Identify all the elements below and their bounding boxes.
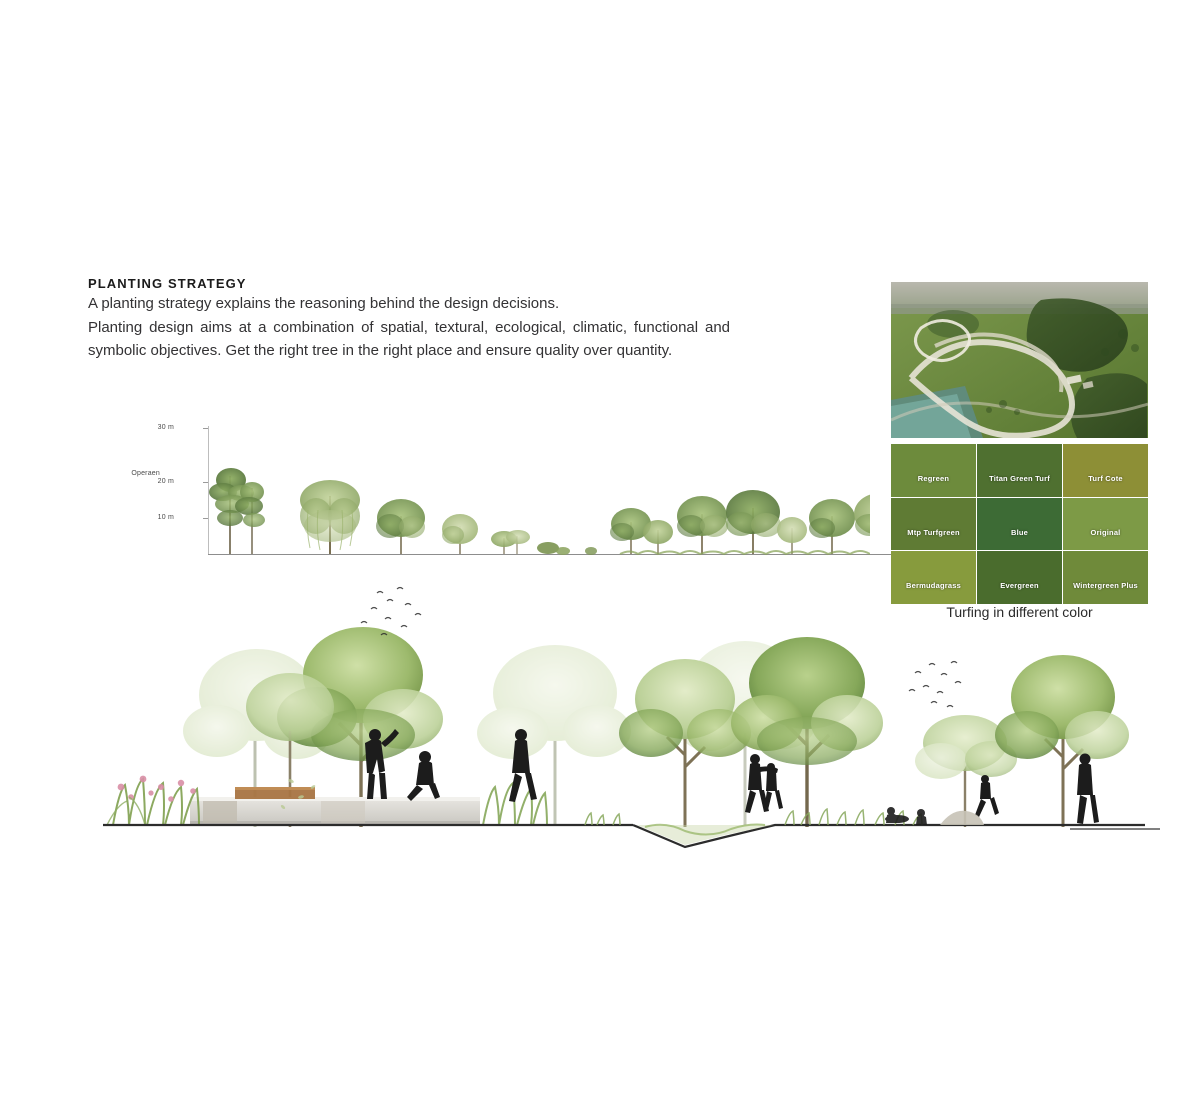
ground-line xyxy=(103,825,1160,847)
turf-swatch-label: Turf Cote xyxy=(1088,474,1123,483)
turf-swatch-label: Original xyxy=(1090,527,1121,537)
figures-picnic-group xyxy=(885,807,984,825)
intro-paragraph-1: A planting strategy explains the reasoning behind the design decisions. xyxy=(88,295,560,312)
tree-right xyxy=(995,655,1129,827)
page-title: PLANTING STRATEGY xyxy=(88,276,247,291)
tree-center-left xyxy=(619,659,751,827)
aerial-site-photo xyxy=(891,282,1148,438)
tree-height-elevation xyxy=(80,418,870,563)
turf-swatch-turf-cote xyxy=(1063,444,1148,497)
intro-text-block xyxy=(88,292,738,363)
figure-sitting xyxy=(407,751,440,801)
turf-swatch-blue xyxy=(977,498,1062,551)
axis-label-10m: 10 m xyxy=(157,514,174,521)
tree-row-silhouettes xyxy=(80,418,870,563)
turf-swatch-label: Blue xyxy=(1010,527,1029,537)
figure-standing-right xyxy=(1077,754,1099,825)
turf-panel-caption: Turfing in different color xyxy=(946,604,1093,620)
axis-label-30m: 30 m xyxy=(157,424,174,431)
birds-flock-right xyxy=(909,662,961,708)
axis-label-operaen: Operaen xyxy=(131,470,160,477)
planting-bed-left xyxy=(107,776,199,825)
figure-running-child xyxy=(975,775,999,817)
turf-swatch-label: Mtp Turfgreen xyxy=(907,527,960,537)
turf-swatch-label: Regreen xyxy=(917,474,950,483)
turf-swatch-label: Titan Green Turf xyxy=(989,474,1050,483)
turf-swatch-label: Wintergreen Plus xyxy=(1073,581,1138,591)
turf-swatch-label: Bermudagrass xyxy=(906,581,961,591)
landscape-section-rendering xyxy=(85,575,1160,865)
axis-label-20m: 20 m xyxy=(157,478,174,485)
turf-swatch-mtp-turfgreen xyxy=(891,498,976,551)
turf-swatch-regreen xyxy=(891,444,976,497)
turf-swatch-label: Evergreen xyxy=(1000,581,1039,591)
grass-tufts xyxy=(585,809,922,825)
turf-swatch-titan-green-turf xyxy=(977,444,1062,497)
intro-paragraph-2: Planting design aims at a combination of spatial, textural, ecological, climatic, functional and symbolic objectives. Get the right tree in the right place and ensure quality over quantity. xyxy=(88,319,730,359)
turf-swatch-original xyxy=(1063,498,1148,551)
